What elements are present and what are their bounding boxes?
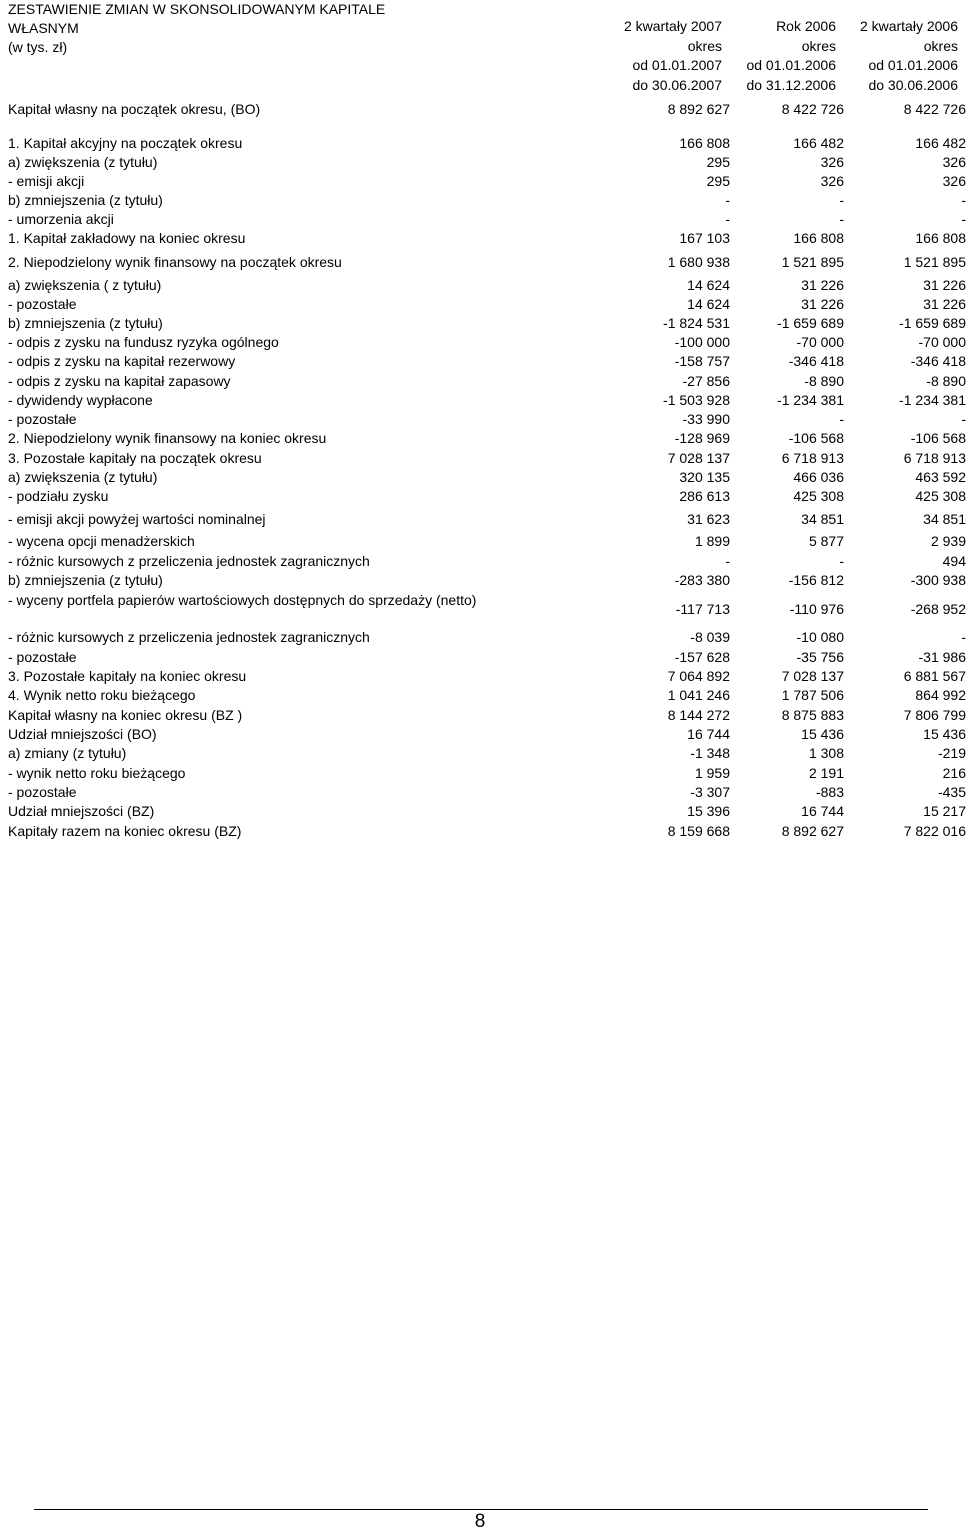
row-value-col-3: 216 <box>942 765 966 781</box>
row-value-col-2: - <box>839 211 844 227</box>
row-label: - wynik netto roku bieżącego <box>8 765 186 781</box>
table-row <box>8 822 966 841</box>
table-row <box>8 706 966 725</box>
row-value-col-1: 320 135 <box>679 469 730 485</box>
row-value-col-1: 31 623 <box>687 511 730 527</box>
row-label: Udział mniejszości (BZ) <box>8 803 155 819</box>
column-to: do 30.06.2006 <box>868 76 958 93</box>
row-value-col-1: 14 624 <box>687 296 730 312</box>
row-label: - odpis z zysku na kapitał zapasowy <box>8 373 231 389</box>
row-value-col-3: 15 217 <box>923 803 966 819</box>
row-value-col-1: - <box>725 192 730 208</box>
row-value-col-3: 864 992 <box>915 687 966 703</box>
column-header-3 <box>860 17 958 95</box>
column-header-2 <box>746 17 836 95</box>
table-row <box>8 783 966 802</box>
row-value-col-3: 7 806 799 <box>903 707 966 723</box>
table-row <box>8 295 966 314</box>
row-label: - umorzenia akcji <box>8 211 114 227</box>
row-label: - wycena opcji menadżerskich <box>8 533 195 549</box>
row-value-col-2: 7 028 137 <box>781 668 844 684</box>
column-header-1 <box>624 17 722 95</box>
column-period: okres <box>801 37 836 54</box>
row-label: 2. Niepodzielony wynik finansowy na koniec okresu <box>8 430 327 446</box>
row-value-col-2: 8 875 883 <box>781 707 844 723</box>
column-period: okres <box>923 37 958 54</box>
row-value-col-3: - <box>961 411 966 427</box>
title-line-2: WŁASNYM <box>8 20 79 36</box>
row-value-col-3: -106 568 <box>910 430 966 446</box>
row-value-col-1: 167 103 <box>679 230 730 246</box>
row-value-col-2: 6 718 913 <box>781 450 844 466</box>
row-value-col-1: 7 064 892 <box>667 668 730 684</box>
row-value-col-3: 166 482 <box>915 135 966 151</box>
row-value-col-2: 1 308 <box>808 745 844 761</box>
table-row <box>8 100 966 119</box>
row-value-col-3: 6 881 567 <box>903 668 966 684</box>
table-row <box>8 276 966 295</box>
table-row <box>8 764 966 783</box>
table-row <box>8 172 966 191</box>
row-label: - różnic kursowych z przeliczenia jednostek zagranicznych <box>8 553 370 569</box>
row-label: a) zwiększenia (z tytułu) <box>8 469 158 485</box>
row-label: 1. Kapitał zakładowy na koniec okresu <box>8 230 246 246</box>
row-value-col-2: - <box>839 553 844 569</box>
row-label: - odpis z zysku na kapitał rezerwowy <box>8 353 236 369</box>
row-value-col-3: -8 890 <box>926 373 966 389</box>
row-value-col-1: -8 039 <box>690 629 730 645</box>
row-value-col-3: -435 <box>937 784 966 800</box>
row-value-col-2: -106 568 <box>788 430 844 446</box>
row-value-col-3: 463 592 <box>915 469 966 485</box>
table-row <box>8 372 966 391</box>
row-value-col-3: -268 952 <box>910 601 966 617</box>
row-label: 2. Niepodzielony wynik finansowy na początek okresu <box>8 254 342 270</box>
row-value-col-1: -1 348 <box>690 745 730 761</box>
row-label: - odpis z zysku na fundusz ryzyka ogólnego <box>8 334 279 350</box>
table-row <box>8 725 966 744</box>
table-row <box>8 686 966 705</box>
table-row <box>8 510 966 529</box>
row-label: - pozostałe <box>8 411 77 427</box>
row-value-col-2: 2 191 <box>808 765 844 781</box>
column-period: okres <box>687 37 722 54</box>
row-value-col-2: - <box>839 411 844 427</box>
row-label: - pozostałe <box>8 296 77 312</box>
row-value-col-2: -1 234 381 <box>777 392 844 408</box>
row-label: - emisji akcji <box>8 173 85 189</box>
row-value-col-2: 166 482 <box>793 135 844 151</box>
row-value-col-1: -100 000 <box>674 334 730 350</box>
row-label: 1. Kapitał akcyjny na początek okresu <box>8 135 243 151</box>
row-value-col-2: -35 756 <box>796 649 844 665</box>
column-from: od 01.01.2006 <box>868 57 958 73</box>
row-value-col-1: -33 990 <box>682 411 730 427</box>
row-value-col-2: -70 000 <box>796 334 844 350</box>
row-value-col-3: 7 822 016 <box>903 823 966 839</box>
row-value-col-2: -156 812 <box>788 572 844 588</box>
row-value-col-1: 16 744 <box>687 726 730 742</box>
row-value-col-1: 1 680 938 <box>667 254 730 270</box>
row-value-col-1: -1 503 928 <box>663 392 730 408</box>
column-name: Rok 2006 <box>776 18 836 34</box>
row-value-col-1: 295 <box>706 154 730 170</box>
row-value-col-2: 466 036 <box>793 469 844 485</box>
row-value-col-1: -157 628 <box>674 649 730 665</box>
table-row <box>8 153 966 172</box>
table-row <box>8 449 966 468</box>
row-value-col-3: - <box>961 629 966 645</box>
row-value-col-1: 7 028 137 <box>667 450 730 466</box>
table-row <box>8 552 966 571</box>
page-number: 8 <box>474 1511 486 1532</box>
row-value-col-2: 326 <box>820 154 844 170</box>
column-name: 2 kwartały 2006 <box>859 18 958 34</box>
row-label: - pozostałe <box>8 784 77 800</box>
table-row <box>8 352 966 371</box>
row-value-col-1: 8 159 668 <box>667 823 730 839</box>
row-value-col-2: 15 436 <box>801 726 844 742</box>
table-row <box>8 410 966 429</box>
row-value-col-3: - <box>961 192 966 208</box>
row-value-col-1: 166 808 <box>679 135 730 151</box>
row-value-col-2: 31 226 <box>801 296 844 312</box>
table-row <box>8 744 966 763</box>
row-label: - podziału zysku <box>8 488 109 504</box>
row-label: a) zmiany (z tytułu) <box>8 745 127 761</box>
row-value-col-3: -1 659 689 <box>899 315 966 331</box>
row-value-col-3: -300 938 <box>910 572 966 588</box>
column-from: od 01.01.2006 <box>746 57 836 73</box>
row-label: - wyceny portfela papierów wartościowych dostępnych do sprzedaży (netto) <box>8 592 477 608</box>
table-row <box>8 532 966 551</box>
footer-divider <box>34 1509 928 1510</box>
row-value-col-2: 34 851 <box>801 511 844 527</box>
row-value-col-3: 6 718 913 <box>903 450 966 466</box>
table-row <box>8 253 966 272</box>
row-value-col-3: 326 <box>942 173 966 189</box>
title-line-1: ZESTAWIENIE ZMIAN W SKONSOLIDOWANYM KAPITALE <box>8 1 386 17</box>
row-label: a) zwiększenia (z tytułu) <box>8 154 158 170</box>
row-value-col-1: 15 396 <box>687 803 730 819</box>
row-value-col-3: 31 226 <box>923 296 966 312</box>
row-value-col-3: 15 436 <box>923 726 966 742</box>
row-value-col-3: 1 521 895 <box>903 254 966 270</box>
table-row <box>8 648 966 667</box>
table-row <box>8 210 966 229</box>
row-label: 4. Wynik netto roku bieżącego <box>8 687 196 703</box>
table-row <box>8 333 966 352</box>
row-value-col-1: -1 824 531 <box>663 315 730 331</box>
row-label: b) zmniejszenia (z tytułu) <box>8 192 163 208</box>
row-label: 3. Pozostałe kapitały na koniec okresu <box>8 668 247 684</box>
table-row <box>8 134 966 153</box>
row-value-col-3: 2 939 <box>930 533 966 549</box>
row-value-col-3: -31 986 <box>918 649 966 665</box>
row-value-col-2: 31 226 <box>801 277 844 293</box>
row-label: - różnic kursowych z przeliczenia jednostek zagranicznych <box>8 629 370 645</box>
row-label: Udział mniejszości (BO) <box>8 726 157 742</box>
row-value-col-1: 8 144 272 <box>667 707 730 723</box>
row-value-col-3: -70 000 <box>918 334 966 350</box>
row-label: b) zmniejszenia (z tytułu) <box>8 572 163 588</box>
row-value-col-2: -110 976 <box>789 601 844 617</box>
statement-title <box>8 0 385 38</box>
table-row <box>8 802 966 821</box>
row-value-col-3: 31 226 <box>923 277 966 293</box>
row-label: - pozostałe <box>8 649 77 665</box>
row-value-col-2: 8 422 726 <box>781 101 844 117</box>
row-value-col-1: 8 892 627 <box>667 101 730 117</box>
table-row <box>8 468 966 487</box>
table-row <box>8 571 966 590</box>
row-value-col-1: -3 307 <box>690 784 730 800</box>
row-value-col-1: 1 899 <box>694 533 730 549</box>
row-value-col-2: -10 080 <box>796 629 844 645</box>
table-row <box>8 229 966 248</box>
table-row <box>8 628 966 647</box>
table-row <box>8 314 966 333</box>
row-value-col-1: -117 713 <box>675 601 730 617</box>
row-value-col-3: -346 418 <box>910 353 966 369</box>
column-to: do 31.12.2006 <box>746 76 836 93</box>
row-value-col-2: 425 308 <box>793 488 844 504</box>
row-value-col-2: - <box>839 192 844 208</box>
row-value-col-2: 1 787 506 <box>781 687 844 703</box>
row-value-col-2: -8 890 <box>804 373 844 389</box>
row-value-col-2: 8 892 627 <box>781 823 844 839</box>
row-value-col-2: 166 808 <box>793 230 844 246</box>
row-value-col-1: -128 969 <box>674 430 730 446</box>
column-to: do 30.06.2007 <box>632 76 722 93</box>
row-value-col-1: - <box>725 553 730 569</box>
row-value-col-2: 16 744 <box>801 803 844 819</box>
row-value-col-2: 1 521 895 <box>781 254 844 270</box>
row-label: Kapitały razem na koniec okresu (BZ) <box>8 823 242 839</box>
row-value-col-2: 326 <box>820 173 844 189</box>
row-label: - emisji akcji powyżej wartości nominalnej <box>8 511 266 527</box>
row-value-col-1: 286 613 <box>679 488 730 504</box>
row-value-col-2: -1 659 689 <box>777 315 844 331</box>
row-value-col-3: 34 851 <box>923 511 966 527</box>
row-value-col-1: 1 041 246 <box>667 687 730 703</box>
row-value-col-1: -283 380 <box>674 572 730 588</box>
table-row <box>8 591 966 629</box>
row-label: a) zwiększenia ( z tytułu) <box>8 277 162 293</box>
row-value-col-3: -219 <box>937 745 966 761</box>
row-value-col-1: 1 959 <box>694 765 730 781</box>
row-value-col-1: -27 856 <box>682 373 730 389</box>
row-label: - dywidendy wypłacone <box>8 392 153 408</box>
row-value-col-3: -1 234 381 <box>899 392 966 408</box>
row-value-col-2: -346 418 <box>788 353 844 369</box>
table-row <box>8 487 966 506</box>
row-value-col-2: -883 <box>815 784 844 800</box>
table-row <box>8 667 966 686</box>
row-value-col-1: 295 <box>706 173 730 189</box>
column-from: od 01.01.2007 <box>632 57 722 73</box>
row-value-col-1: 14 624 <box>687 277 730 293</box>
table-row <box>8 429 966 448</box>
row-label: Kapitał własny na początek okresu, (BO) <box>8 101 261 117</box>
column-name: 2 kwartały 2007 <box>623 18 722 34</box>
row-value-col-3: 494 <box>942 553 966 569</box>
row-label: Kapitał własny na koniec okresu (BZ ) <box>8 707 243 723</box>
row-value-col-1: -158 757 <box>674 353 730 369</box>
row-value-col-2: 5 877 <box>808 533 844 549</box>
row-label: 3. Pozostałe kapitały na początek okresu <box>8 450 262 466</box>
row-label: b) zmniejszenia (z tytułu) <box>8 315 163 331</box>
row-value-col-3: 166 808 <box>915 230 966 246</box>
table-row <box>8 191 966 210</box>
row-value-col-3: 425 308 <box>915 488 966 504</box>
row-value-col-3: 326 <box>942 154 966 170</box>
table-row <box>8 391 966 410</box>
row-value-col-1: - <box>725 211 730 227</box>
row-value-col-3: - <box>961 211 966 227</box>
row-value-col-3: 8 422 726 <box>903 101 966 117</box>
unit-label: (w tys. zł) <box>8 39 68 55</box>
